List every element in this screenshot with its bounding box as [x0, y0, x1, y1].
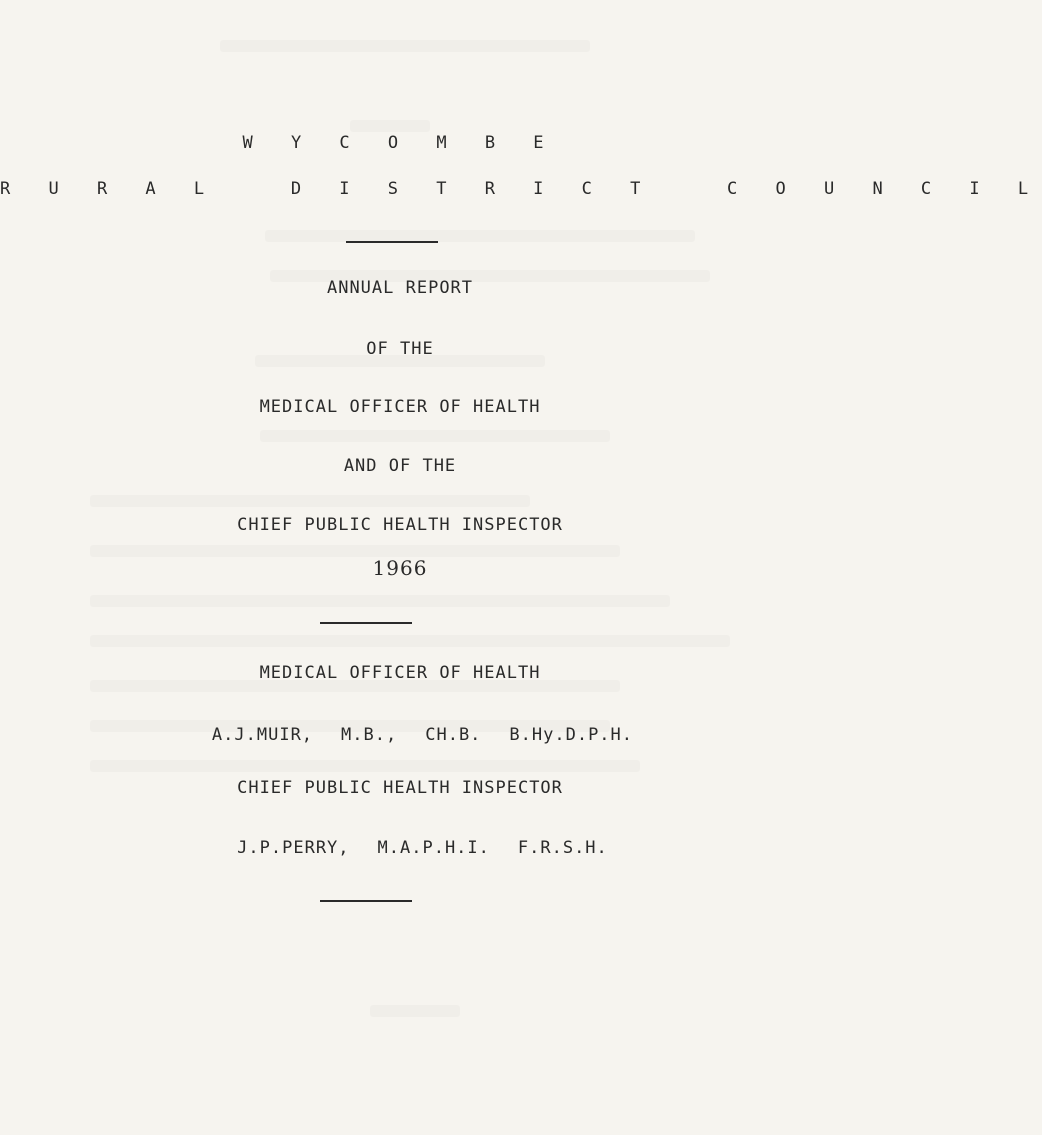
report-year: 1966 [372, 556, 428, 580]
cphi-qualification-2: F.R.S.H. [517, 838, 608, 858]
moh-title: MEDICAL OFFICER OF HEALTH [259, 397, 541, 417]
moh-heading: MEDICAL OFFICER OF HEALTH [259, 663, 541, 683]
moh-name: A.J.MUIR, [211, 725, 314, 745]
annual-report-title: ANNUAL REPORT [326, 278, 474, 298]
moh-credentials [0, 705, 800, 765]
moh-qualification-1: M.B., [341, 725, 398, 745]
cphi-credentials [0, 818, 800, 878]
cphi-name: J.P.PERRY, [237, 838, 350, 858]
cphi-qualification-1: M.A.P.H.I. [377, 838, 490, 858]
council-name-line-2: R U R A L D I S T R I C T C O U N C I L [0, 179, 1042, 199]
cphi-title: CHIEF PUBLIC HEALTH INSPECTOR [237, 515, 563, 535]
divider-2 [320, 622, 412, 624]
moh-qualification-2: CH.B. [425, 725, 482, 745]
divider-3 [320, 900, 412, 902]
council-name-line-1: W Y C O M B E [242, 133, 558, 153]
moh-qualification-3: B.Hy.D.P.H. [509, 725, 634, 745]
and-of-the-text: AND OF THE [343, 456, 457, 476]
of-the-text: OF THE [366, 339, 434, 359]
divider-1 [346, 241, 438, 243]
cphi-heading: CHIEF PUBLIC HEALTH INSPECTOR [237, 778, 563, 798]
